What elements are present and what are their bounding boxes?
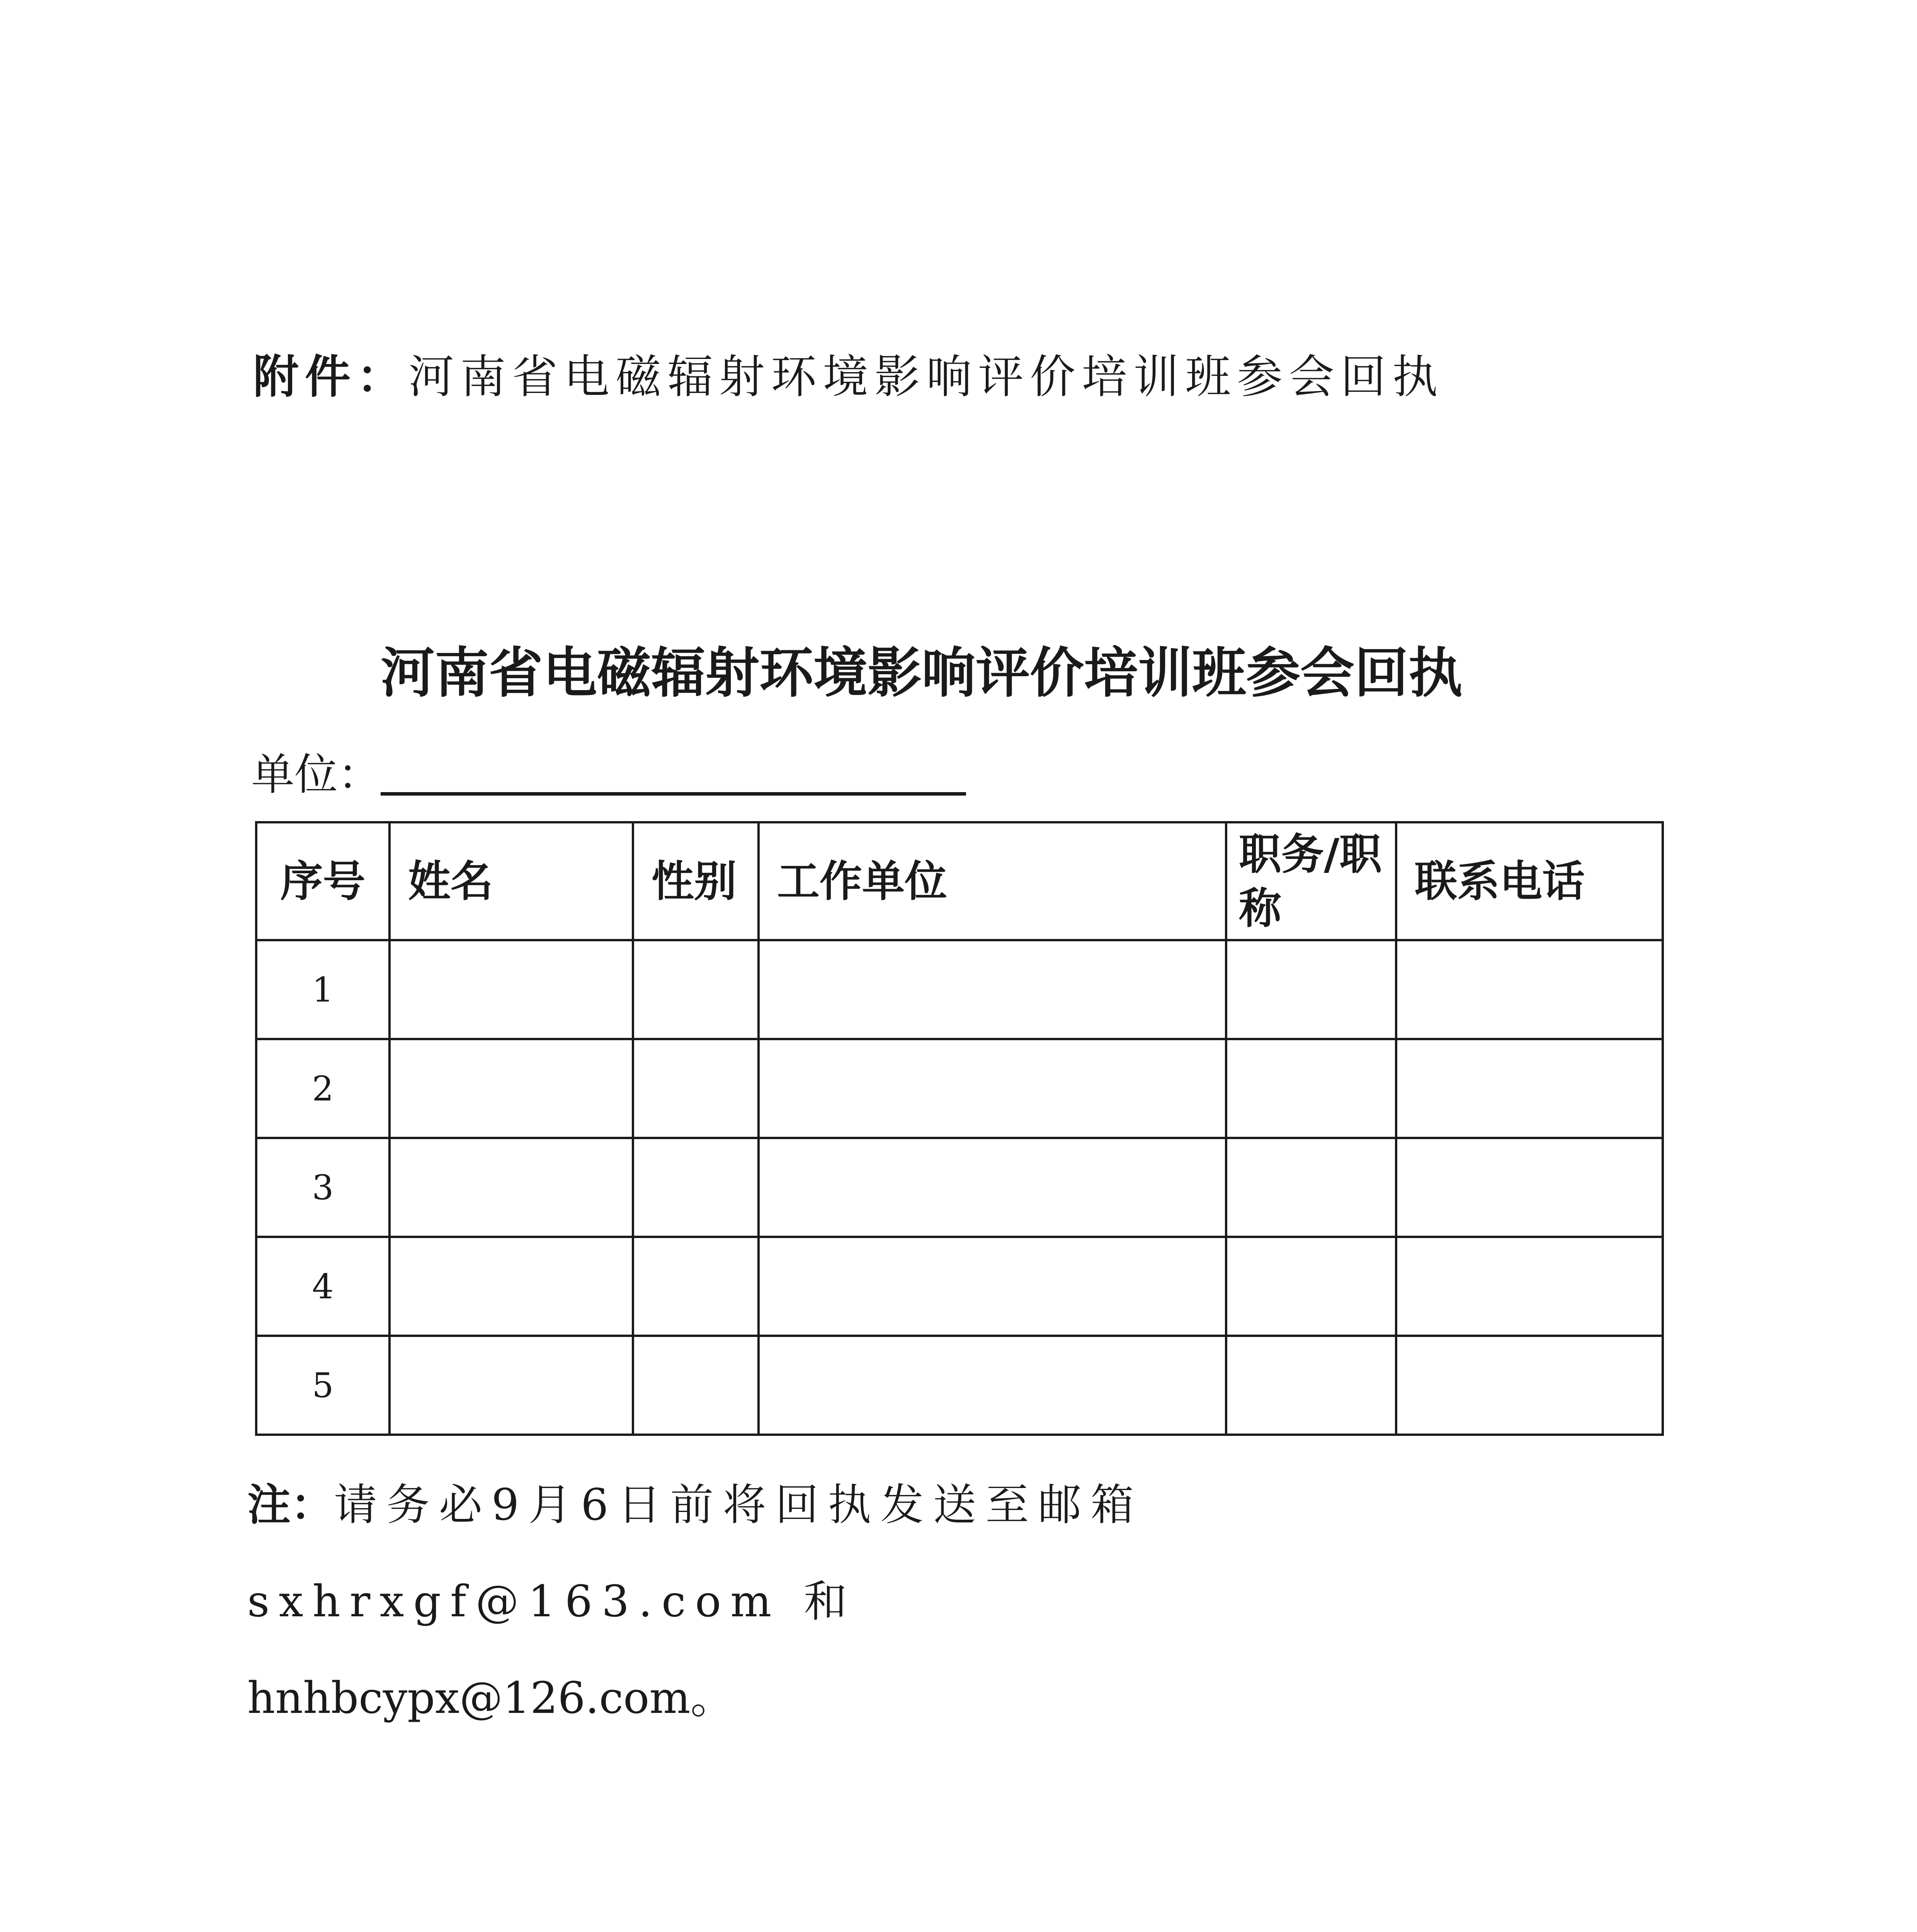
header-position: 职务/职称: [1226, 822, 1396, 940]
phone-cell[interactable]: [1396, 1138, 1663, 1237]
form-title: 河南省电磁辐射环境影响评价培训班参会回执: [381, 642, 1463, 705]
name-cell[interactable]: [390, 940, 633, 1039]
table-row: [256, 1336, 1663, 1435]
gender-cell[interactable]: [633, 1138, 759, 1237]
attachment-line: [253, 340, 1444, 406]
name-cell[interactable]: [390, 1039, 633, 1138]
note-label: 注：: [247, 1480, 334, 1530]
position-cell[interactable]: [1226, 1237, 1396, 1336]
phone-cell[interactable]: [1396, 940, 1663, 1039]
note-email-continuation: hnhbcypx@126.com。: [247, 1673, 734, 1723]
table-row: [256, 940, 1663, 1039]
gender-cell[interactable]: [633, 1336, 759, 1435]
position-cell[interactable]: [1226, 1336, 1396, 1435]
table-row: [256, 1138, 1663, 1237]
position-cell[interactable]: [1226, 1138, 1396, 1237]
header-gender: 性别: [633, 822, 759, 940]
header-seq: 序号: [256, 822, 390, 940]
workplace-cell[interactable]: [759, 1336, 1226, 1435]
row-seq: 3: [256, 1138, 390, 1237]
unit-label: 单位：: [251, 750, 381, 800]
position-cell[interactable]: [1226, 1039, 1396, 1138]
workplace-cell[interactable]: [759, 1039, 1226, 1138]
phone-cell[interactable]: [1396, 1237, 1663, 1336]
attachment-title: 河南省电磁辐射环境影响评价培训班参会回执: [408, 350, 1444, 403]
attachment-label: 附件：: [253, 350, 409, 403]
registration-table: [255, 821, 1664, 1436]
table-header-row: [256, 822, 1663, 940]
header-workplace: 工作单位: [759, 822, 1226, 940]
phone-cell[interactable]: [1396, 1039, 1663, 1138]
workplace-cell[interactable]: [759, 1138, 1226, 1237]
name-cell[interactable]: [390, 1138, 633, 1237]
table-row: [256, 1039, 1663, 1138]
gender-cell[interactable]: [633, 940, 759, 1039]
workplace-cell[interactable]: [759, 1237, 1226, 1336]
unit-fill-line: [381, 792, 966, 796]
name-cell[interactable]: [390, 1336, 633, 1435]
position-cell[interactable]: [1226, 940, 1396, 1039]
workplace-cell[interactable]: [759, 940, 1226, 1039]
row-seq: 5: [256, 1336, 390, 1435]
phone-cell[interactable]: [1396, 1336, 1663, 1435]
note-paragraph: [247, 1457, 1673, 1747]
gender-cell[interactable]: [633, 1039, 759, 1138]
name-cell[interactable]: [390, 1237, 633, 1336]
row-seq: 2: [256, 1039, 390, 1138]
header-phone: 联系电话: [1396, 822, 1663, 940]
note-text: 请务必9月6日前将回执发送至邮箱 sxhrxgf@163.com 和: [247, 1480, 1143, 1627]
row-seq: 4: [256, 1237, 390, 1336]
table-row: [256, 1237, 1663, 1336]
row-seq: 1: [256, 940, 390, 1039]
gender-cell[interactable]: [633, 1237, 759, 1336]
header-name: 姓名: [390, 822, 633, 940]
